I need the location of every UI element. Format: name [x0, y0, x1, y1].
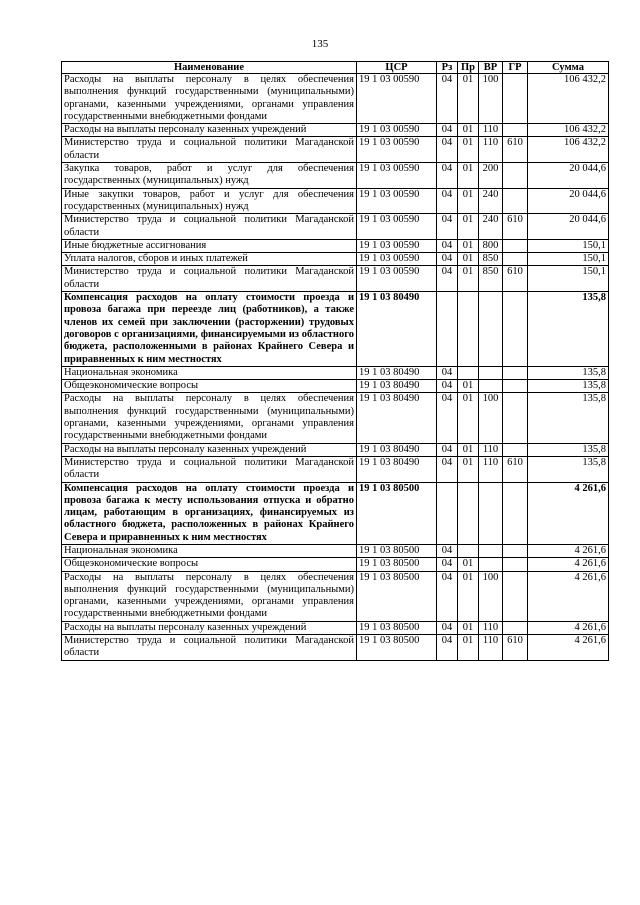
cell-csr: 19 1 03 00590 — [357, 188, 437, 214]
table-row — [62, 239, 609, 252]
header-sum: Сумма — [528, 62, 609, 74]
cell-name: Расходы на выплаты персоналу казенных учреждений — [62, 124, 357, 137]
cell-gr — [503, 74, 528, 124]
cell-gr — [503, 558, 528, 571]
cell-gr — [503, 380, 528, 393]
cell-csr: 19 1 03 80500 — [357, 635, 437, 661]
cell-csr: 19 1 03 80500 — [357, 558, 437, 571]
table-row — [62, 214, 609, 240]
cell-pr: 01 — [458, 188, 479, 214]
cell-gr: 610 — [503, 266, 528, 292]
cell-sum: 150,1 — [528, 253, 609, 266]
cell-csr: 19 1 03 00590 — [357, 266, 437, 292]
cell-name: Расходы на выплаты персоналу в целях обеспечения выполнения функций государственными (муниципальными) органами, казенными учреждениями, органами управления государственными внебюджетными фондами — [62, 393, 357, 443]
cell-name: Министерство труда и социальной политики Магаданской области — [62, 137, 357, 163]
header-csr: ЦСР — [357, 62, 437, 74]
table-row — [62, 635, 609, 661]
cell-sum: 135,8 — [528, 456, 609, 482]
cell-rz: 04 — [437, 266, 458, 292]
cell-csr: 19 1 03 80490 — [357, 292, 437, 367]
cell-rz: 04 — [437, 188, 458, 214]
cell-gr: 610 — [503, 635, 528, 661]
cell-csr: 19 1 03 80500 — [357, 544, 437, 557]
cell-sum: 4 261,6 — [528, 571, 609, 621]
cell-rz: 04 — [437, 74, 458, 124]
cell-gr — [503, 163, 528, 189]
cell-rz: 04 — [437, 621, 458, 634]
table-row — [62, 124, 609, 137]
cell-csr: 19 1 03 00590 — [357, 239, 437, 252]
cell-vr: 110 — [479, 635, 503, 661]
cell-sum: 4 261,6 — [528, 635, 609, 661]
cell-csr: 19 1 03 00590 — [357, 253, 437, 266]
cell-sum: 135,8 — [528, 443, 609, 456]
cell-name: Общеэкономические вопросы — [62, 380, 357, 393]
cell-sum: 135,8 — [528, 366, 609, 379]
cell-rz: 04 — [437, 558, 458, 571]
table-row — [62, 137, 609, 163]
table-row — [62, 266, 609, 292]
cell-name: Компенсация расходов на оплату стоимости проезда и провоза багажа к месту использования отпуска и обратно лицам, работающим в организациях, финансируемых из областного бюджета, расположенных в районах Крайнего Севера и приравненных к ним местностях — [62, 482, 357, 544]
cell-name: Общеэкономические вопросы — [62, 558, 357, 571]
cell-vr: 240 — [479, 188, 503, 214]
cell-vr: 110 — [479, 137, 503, 163]
header-rz: Рз — [437, 62, 458, 74]
table-row — [62, 558, 609, 571]
header-gr: ГР — [503, 62, 528, 74]
header-vr: ВР — [479, 62, 503, 74]
table-row — [62, 253, 609, 266]
cell-rz: 04 — [437, 163, 458, 189]
cell-sum: 150,1 — [528, 239, 609, 252]
cell-pr: 01 — [458, 214, 479, 240]
cell-csr: 19 1 03 80490 — [357, 443, 437, 456]
cell-vr: 110 — [479, 456, 503, 482]
cell-vr: 800 — [479, 239, 503, 252]
cell-rz: 04 — [437, 253, 458, 266]
cell-pr: 01 — [458, 74, 479, 124]
page-number: 135 — [311, 38, 329, 50]
cell-name: Расходы на выплаты персоналу в целях обеспечения выполнения функций государственными (муниципальными) органами, казенными учреждениями, органами управления государственными внебюджетными фондами — [62, 571, 357, 621]
cell-vr: 850 — [479, 253, 503, 266]
cell-csr: 19 1 03 80500 — [357, 482, 437, 544]
cell-csr: 19 1 03 00590 — [357, 214, 437, 240]
table-row — [62, 74, 609, 124]
cell-sum: 150,1 — [528, 266, 609, 292]
cell-sum: 4 261,6 — [528, 621, 609, 634]
cell-rz: 04 — [437, 366, 458, 379]
cell-rz: 04 — [437, 456, 458, 482]
table-row — [62, 393, 609, 443]
cell-vr — [479, 482, 503, 544]
cell-pr — [458, 482, 479, 544]
cell-pr: 01 — [458, 253, 479, 266]
cell-sum: 135,8 — [528, 380, 609, 393]
cell-vr: 110 — [479, 443, 503, 456]
cell-rz: 04 — [437, 635, 458, 661]
cell-rz — [437, 292, 458, 367]
table-row — [62, 380, 609, 393]
cell-rz: 04 — [437, 571, 458, 621]
cell-rz: 04 — [437, 380, 458, 393]
cell-sum: 106 432,2 — [528, 74, 609, 124]
cell-pr: 01 — [458, 558, 479, 571]
cell-vr: 240 — [479, 214, 503, 240]
cell-sum: 135,8 — [528, 292, 609, 367]
cell-rz — [437, 482, 458, 544]
cell-name: Иные закупки товаров, работ и услуг для обеспечения государственных (муниципальных) нужд — [62, 188, 357, 214]
cell-vr: 100 — [479, 571, 503, 621]
cell-name: Расходы на выплаты персоналу в целях обеспечения выполнения функций государственными (муниципальными) органами, казенными учреждениями, органами управления государственными внебюджетными фондами — [62, 74, 357, 124]
cell-pr: 01 — [458, 266, 479, 292]
cell-pr: 01 — [458, 456, 479, 482]
cell-vr — [479, 558, 503, 571]
cell-csr: 19 1 03 80500 — [357, 571, 437, 621]
cell-csr: 19 1 03 00590 — [357, 74, 437, 124]
cell-name: Расходы на выплаты персоналу казенных учреждений — [62, 621, 357, 634]
cell-vr: 100 — [479, 74, 503, 124]
cell-vr — [479, 292, 503, 367]
cell-gr: 610 — [503, 137, 528, 163]
cell-gr — [503, 188, 528, 214]
cell-sum: 20 044,6 — [528, 163, 609, 189]
cell-sum: 106 432,2 — [528, 137, 609, 163]
cell-pr: 01 — [458, 443, 479, 456]
cell-csr: 19 1 03 80490 — [357, 366, 437, 379]
cell-pr: 01 — [458, 137, 479, 163]
budget-table — [61, 61, 609, 661]
cell-name: Министерство труда и социальной политики Магаданской области — [62, 214, 357, 240]
cell-vr — [479, 380, 503, 393]
cell-pr: 01 — [458, 571, 479, 621]
cell-gr — [503, 443, 528, 456]
cell-pr — [458, 544, 479, 557]
table-row — [62, 292, 609, 367]
cell-name: Компенсация расходов на оплату стоимости проезда и провоза багажа при переезде лиц (работников), а также членов их семей при заключении (расторжении) трудовых договоров с организациями, финансируемыми из областного бюджета, расположенными в районах Крайнего Севера и приравненных к ним местностях — [62, 292, 357, 367]
cell-pr: 01 — [458, 380, 479, 393]
cell-gr — [503, 571, 528, 621]
cell-pr: 01 — [458, 393, 479, 443]
cell-sum: 4 261,6 — [528, 482, 609, 544]
cell-name: Национальная экономика — [62, 544, 357, 557]
table-row — [62, 571, 609, 621]
table-row — [62, 188, 609, 214]
cell-pr — [458, 292, 479, 367]
cell-name: Уплата налогов, сборов и иных платежей — [62, 253, 357, 266]
cell-gr: 610 — [503, 214, 528, 240]
cell-vr: 100 — [479, 393, 503, 443]
cell-csr: 19 1 03 00590 — [357, 137, 437, 163]
cell-rz: 04 — [437, 393, 458, 443]
table-header-row — [62, 62, 609, 74]
cell-rz: 04 — [437, 443, 458, 456]
cell-gr — [503, 253, 528, 266]
cell-pr: 01 — [458, 635, 479, 661]
cell-gr — [503, 124, 528, 137]
cell-gr — [503, 482, 528, 544]
cell-rz: 04 — [437, 214, 458, 240]
table-row — [62, 443, 609, 456]
cell-csr: 19 1 03 00590 — [357, 163, 437, 189]
cell-gr — [503, 239, 528, 252]
table-row — [62, 544, 609, 557]
cell-vr — [479, 544, 503, 557]
cell-pr: 01 — [458, 621, 479, 634]
table-row — [62, 482, 609, 544]
cell-csr: 19 1 03 80490 — [357, 380, 437, 393]
cell-gr — [503, 292, 528, 367]
table-body — [62, 74, 609, 661]
cell-name: Министерство труда и социальной политики Магаданской области — [62, 266, 357, 292]
cell-gr — [503, 544, 528, 557]
cell-pr — [458, 366, 479, 379]
cell-sum: 20 044,6 — [528, 188, 609, 214]
cell-csr: 19 1 03 00590 — [357, 124, 437, 137]
cell-rz: 04 — [437, 544, 458, 557]
cell-name: Национальная экономика — [62, 366, 357, 379]
cell-gr — [503, 621, 528, 634]
table-row — [62, 163, 609, 189]
cell-rz: 04 — [437, 239, 458, 252]
cell-pr: 01 — [458, 124, 479, 137]
cell-name: Министерство труда и социальной политики Магаданской области — [62, 635, 357, 661]
cell-gr — [503, 366, 528, 379]
cell-csr: 19 1 03 80490 — [357, 393, 437, 443]
cell-sum: 20 044,6 — [528, 214, 609, 240]
cell-csr: 19 1 03 80490 — [357, 456, 437, 482]
cell-sum: 106 432,2 — [528, 124, 609, 137]
cell-vr: 110 — [479, 621, 503, 634]
cell-name: Министерство труда и социальной политики Магаданской области — [62, 456, 357, 482]
cell-gr: 610 — [503, 456, 528, 482]
cell-sum: 4 261,6 — [528, 544, 609, 557]
cell-pr: 01 — [458, 163, 479, 189]
cell-rz: 04 — [437, 137, 458, 163]
cell-csr: 19 1 03 80500 — [357, 621, 437, 634]
table-row — [62, 366, 609, 379]
cell-name: Закупка товаров, работ и услуг для обеспечения государственных (муниципальных) нужд — [62, 163, 357, 189]
cell-sum: 4 261,6 — [528, 558, 609, 571]
cell-vr: 850 — [479, 266, 503, 292]
header-pr: Пр — [458, 62, 479, 74]
table-row — [62, 621, 609, 634]
cell-pr: 01 — [458, 239, 479, 252]
cell-vr: 200 — [479, 163, 503, 189]
cell-rz: 04 — [437, 124, 458, 137]
table-row — [62, 456, 609, 482]
cell-sum: 135,8 — [528, 393, 609, 443]
cell-name: Иные бюджетные ассигнования — [62, 239, 357, 252]
header-name: Наименование — [62, 62, 357, 74]
cell-gr — [503, 393, 528, 443]
cell-vr — [479, 366, 503, 379]
cell-name: Расходы на выплаты персоналу казенных учреждений — [62, 443, 357, 456]
cell-vr: 110 — [479, 124, 503, 137]
